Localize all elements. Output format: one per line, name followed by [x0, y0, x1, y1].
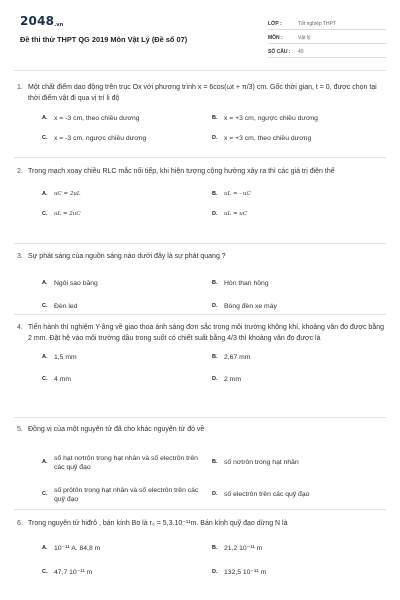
divider	[14, 417, 386, 418]
question-2: 2. Trong mạch xoay chiều RLC mắc nối tiếp, khi hiện tượng cộng hưởng xảy ra thì các giá trị điện thế A. uC = 2uL B. uL = - uC C. uL = 2uC D. uL = uC	[17, 168, 335, 217]
meta-class: LỚP : Tốt nghiệp THPT	[268, 16, 386, 30]
meta-question-count: SỐ CÂU : 40	[268, 44, 386, 58]
site-logo[interactable]: $2048_{.vn}$	[20, 14, 64, 28]
question-1: 1. Một chất điểm dao động trên trục Ox với phương trình x = 6cos(ωt + π/3) cm. Gốc thời gian, t = 0, được chọn tại thời điểm vật đi qua vị trí li độ A. x = -3 cm, theo chiều dương B. x = +3 cm, ngược chiều dương C. x = -3 cm, ngược chiều dương D. x = +3 cm, theo chiều dương	[17, 84, 377, 142]
question-4: 4. Tiến hành thí nghiệm Y-âng về giao thoa ánh sáng đơn sắc trong môi trường không khí, khoảng vân đo được bằng 2 mm. Đặt hệ vào môi trường dầu trong suốt có chiết suất bằng 4/3 thì khoảng vân đo được là A. 1,5 mm B. 2,67 mm C. 4 mm D. 2 mm	[17, 324, 385, 383]
question-6: 6. Trong nguyên tử hiđrô , bán kính Bo là r₀ = 5,3.10⁻¹¹m. Bán kính quỹ đạo dừng N là A. 10⁻¹¹ A. 84,8 m B. 21,2 10⁻¹¹ m C. 47,7 10⁻¹¹ m D. 132,5 10⁻¹¹ m	[17, 520, 288, 576]
page-header	[14, 10, 386, 62]
question-5: 5. Đồng vị của một nguyên tử đã cho khác nguyên tử đó về A. số hạt nơtrôn trong hạt nhân và số electrôn trên các quỹ đạo B. số nơtrôn trong hạt nhân C. số prôtôn trong hạt nhân và số electrôn trên các quỹ đạo D. số electrôn trên các quỹ đạo	[17, 426, 310, 503]
divider	[14, 243, 386, 244]
divider	[14, 509, 386, 510]
question-stem: Sự phát sáng của nguồn sáng nào dưới đây là sự phát quang ?	[28, 253, 226, 260]
question-stem: Trong nguyên tử hiđrô , bán kính Bo là r₀ = 5,3.10⁻¹¹m. Bán kính quỹ đạo dừng N là	[28, 520, 288, 527]
divider	[14, 314, 386, 315]
question-stem: Trong mạch xoay chiều RLC mắc nối tiếp, khi hiện tượng cộng hưởng xảy ra thì các giá trị điện thế	[28, 168, 335, 175]
question-stem: Tiến hành thí nghiệm Y-âng về giao thoa ánh sáng đơn sắc trong môi trường không khí, khoảng vân đo được bằng 2 mm. Đặt hệ vào môi trường dầu trong suốt có chiết suất bằng 4/3 thì khoảng vân đo được là	[28, 324, 385, 342]
divider	[14, 157, 386, 158]
question-stem: Đồng vị của một nguyên tử đã cho khác nguyên tử đó về	[28, 426, 205, 433]
exam-title: Đề thi thử THPT QG 2019 Môn Vật Lý (Đề số 07)	[20, 35, 188, 44]
divider	[14, 70, 386, 71]
question-stem: Một chất điểm dao động trên trục Ox với phương trình x = 6cos(ωt + π/3) cm. Gốc thời gian, t = 0, được chọn tại thời điểm vật đi qua vị trí li độ	[28, 84, 377, 102]
exam-meta	[268, 16, 386, 58]
meta-subject: MÔN : Vật lý	[268, 30, 386, 44]
question-3: 3. Sự phát sáng của nguồn sáng nào dưới đây là sự phát quang ? A. Ngôi sao băng B. Hòn than hồng C. Đèn led D. Bóng đèn xe máy	[17, 253, 277, 310]
